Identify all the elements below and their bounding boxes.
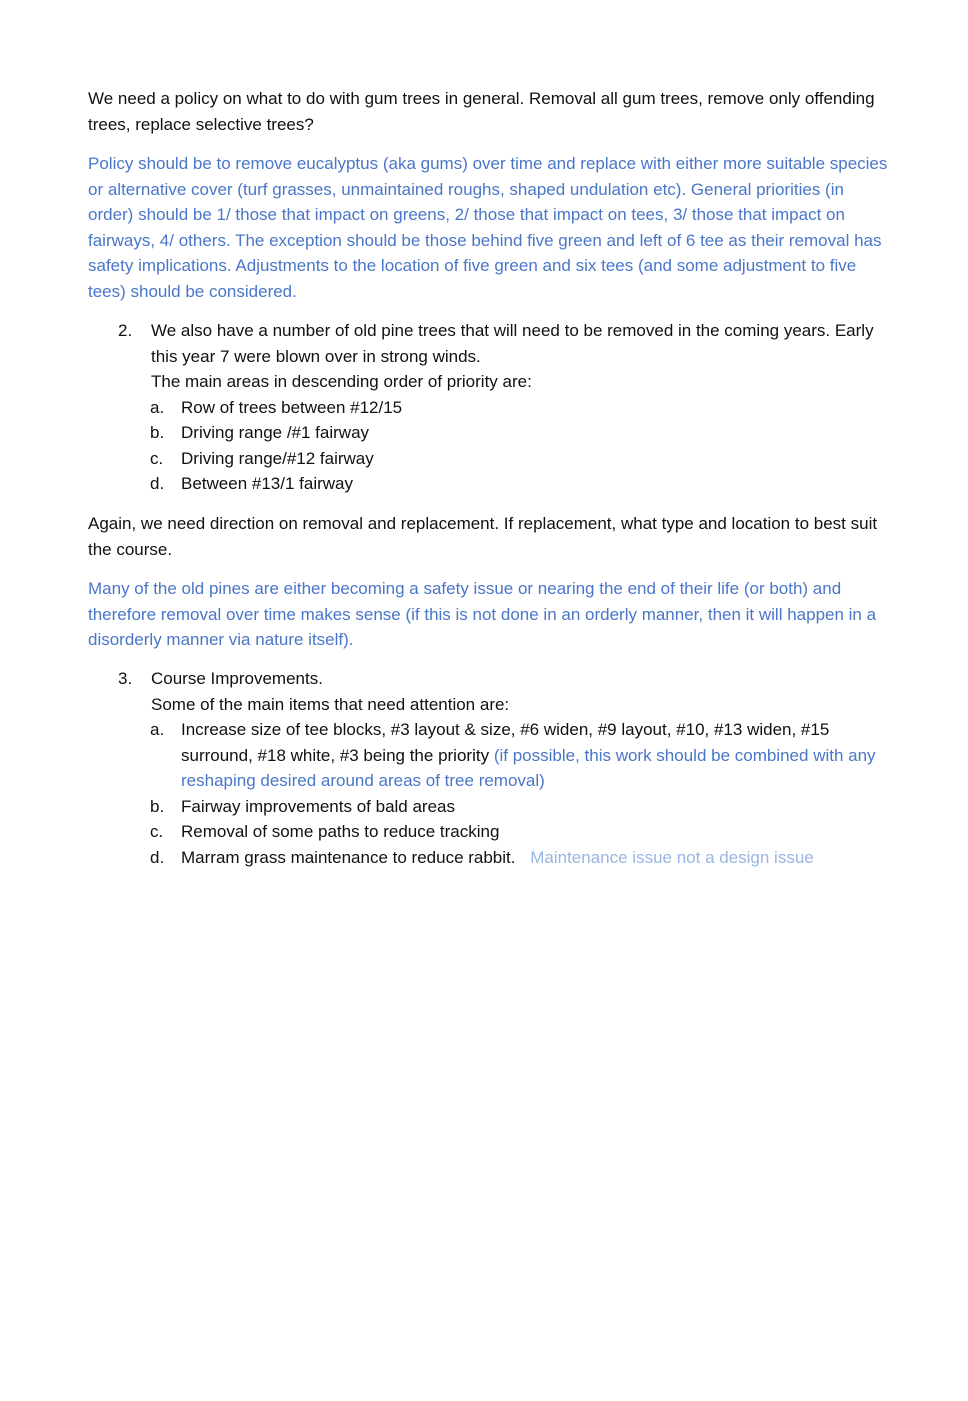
gum-trees-question: We need a policy on what to do with gum trees in general. Removal all gum trees, remove only offending trees, replace selective trees?: [88, 89, 875, 134]
subitem-comment: (if possible, this work should be combined with any reshaping desired around areas of tree removal): [181, 745, 876, 790]
subitem-letter: d.: [150, 847, 165, 867]
item-3-title: Course Improvements.: [151, 669, 323, 688]
pine-trees-response: Many of the old pines are either becoming a safety issue or nearing the end of their life (or both) and therefore removal over time makes sense (if this is not done in an orderly manner, then it will happen in a disorderly manner via nature itself).: [88, 579, 877, 649]
subitem-letter: b.: [150, 423, 165, 442]
subitem-letter: c.: [150, 448, 164, 468]
subitem-letter: a.: [150, 720, 165, 739]
item-2-description: We also have a number of old pine trees that will need to be removed in the coming years. Early this year 7 were blown over in strong winds.: [151, 321, 874, 366]
subitem-letter: b.: [150, 796, 165, 816]
subitem-text: Marram grass maintenance to reduce rabbit.: [181, 847, 516, 867]
item-2-pine-trees: [118, 318, 888, 497]
subitem-letter: c.: [150, 822, 164, 841]
subitem-text: Row of trees between #12/15: [181, 397, 403, 417]
item-2-subitem-a: [150, 395, 888, 421]
item-2-areas-intro: The main areas in descending order of priority are:: [151, 372, 532, 391]
subitem-text: Between #13/1 fairway: [181, 474, 353, 493]
item-3-intro: Some of the main items that need attention are:: [151, 694, 510, 714]
item-3-subitem-b: [150, 794, 888, 820]
subitem-text: Removal of some paths to reduce tracking: [181, 822, 500, 841]
gum-trees-response: Policy should be to remove eucalyptus (aka gums) over time and replace with either more suitable species or alternative cover (turf grasses, unmaintained roughs, shaped undulation etc). General priorities (in order) should be 1/ those that impact on greens, 2/ those that impact on tees, 3/ those that impact on fairways, 4/ others. The exception should be those behind five green and left of 6 tee as their removal has safety implications. Adjustments to the location of five green and six tees (and some adjustment to five tees) should be considered.: [88, 154, 888, 301]
subitem-letter: d.: [150, 474, 165, 493]
item-3-subitem-d: [150, 845, 888, 871]
item-3-course-improvements: [118, 666, 888, 870]
subitem-comment: Maintenance issue not a design issue: [530, 847, 814, 867]
subitem-text: Increase size of tee blocks, #3 layout & size, #6 widen, #9 layout, #10, #13 widen, #15 surround, #18 white, #3 being the priority: [181, 720, 830, 765]
subitem-letter: a.: [150, 397, 165, 417]
item-2-subitem-c: [150, 446, 888, 472]
subitem-text: Driving range /#1 fairway: [181, 423, 370, 442]
item-2-subitem-d: [150, 471, 888, 497]
pine-trees-question: Again, we need direction on removal and replacement. If replacement, what type and location to best suit the course.: [88, 514, 878, 559]
item-2-number: 2.: [118, 321, 133, 340]
item-3-number: 3.: [118, 669, 133, 688]
subitem-text: Driving range/#12 fairway: [181, 448, 374, 468]
item-3-subitem-c: [150, 819, 888, 845]
item-3-subitem-a: [150, 717, 888, 794]
subitem-text: Fairway improvements of bald areas: [181, 796, 456, 816]
item-2-subitem-b: [150, 420, 888, 446]
